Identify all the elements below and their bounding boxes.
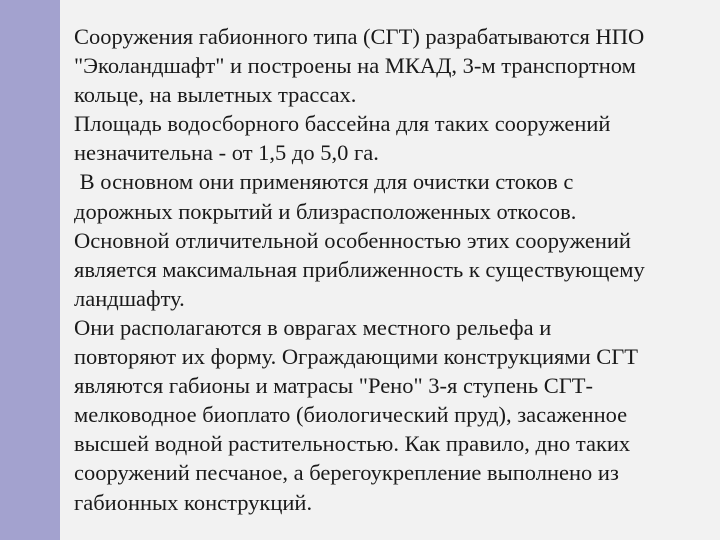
text-line: является максимальная приближенность к существующему (74, 256, 645, 282)
text-line: габионных конструкций. (74, 489, 313, 515)
text-line: дорожных покрытий и близрасположенных откосов. (74, 198, 577, 224)
text-line: мелководное биоплато (биологический пруд), засаженное (74, 402, 628, 428)
text-line: ландшафту. (74, 285, 185, 311)
text-line: Основной отличительной особенностью этих сооружений (74, 227, 631, 253)
text-line: В основном они применяются для очистки стоков с (74, 169, 574, 195)
text-line: "Эколандшафт" и построены на МКАД, 3-м транспортном (74, 53, 636, 79)
text-line: кольце, на вылетных трассах. (74, 82, 357, 108)
text-line: незначительна - от 1,5 до 5,0 га. (74, 140, 379, 166)
text-line: Сооружения габионного типа (СГТ) разрабатываются НПО (74, 24, 645, 49)
text-line: высшей водной растительностью. Как правило, дно таких (74, 431, 631, 457)
text-line: являются габионы и матрасы "Рено" 3-я ступень СГТ- (74, 373, 593, 399)
text-line: сооружений песчаное, а берегоукрепление выполнено из (74, 460, 619, 486)
text-line: повторяют их форму. Ограждающими конструкциями СГТ (74, 344, 639, 370)
text-line: Площадь водосборного бассейна для таких сооружений (74, 111, 611, 137)
left-accent-bar (0, 0, 60, 540)
text-line: Они располагаются в оврагах местного рельефа и (74, 314, 552, 340)
body-text (74, 22, 714, 517)
